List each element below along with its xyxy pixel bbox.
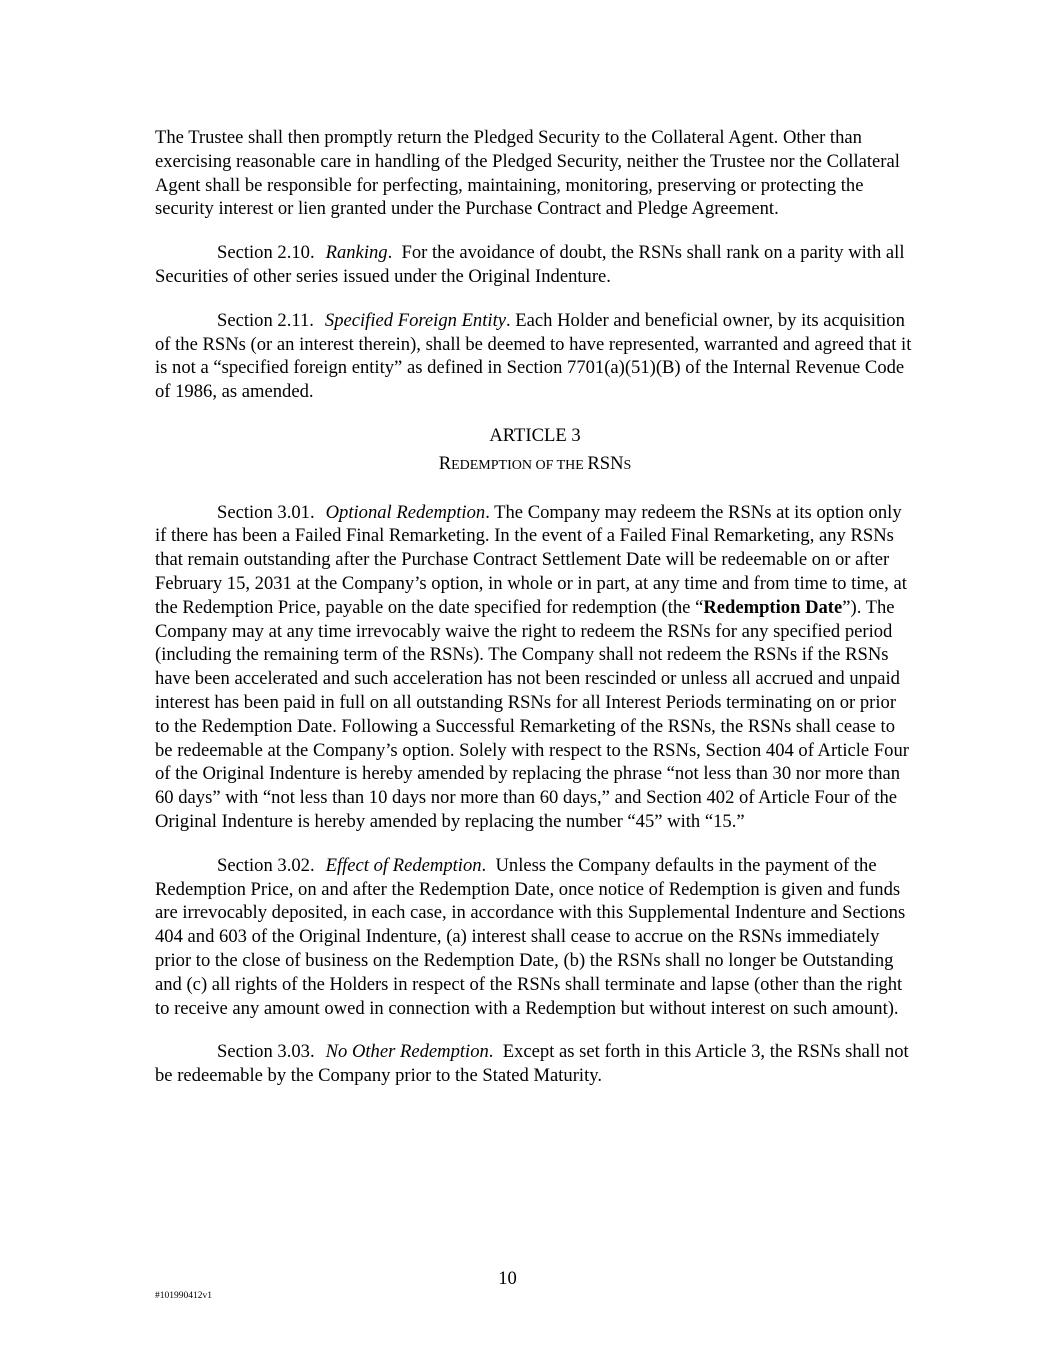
document-body xyxy=(155,126,915,1108)
section-title: Specified Foreign Entity xyxy=(324,309,506,331)
section-title: Ranking xyxy=(325,242,388,264)
subheading-part: R xyxy=(438,452,452,474)
section-text: Unless the Company defaults in the payment of the Redemption Price, on and after the Redemption Date, once notice of Redemption is given and funds are irrevocably deposited, in each case, in accordance with this Supplemental Indenture and Sections 404 and 603 of the Original Indenture, (a) interest shall cease to accrue on the RSNs immediately prior to the close of business on the Redemption Date, (b) the RSNs shall no longer be Outstanding and (c) all rights of the Holders in respect of the RSNs shall terminate and lapse (other than the right to receive any amount owed in connection with a Redemption but without interest on such amount). xyxy=(155,854,906,1019)
subheading-part: RSN xyxy=(587,452,624,474)
section-title: No Other Redemption xyxy=(325,1041,489,1063)
section-2-10: Section 2.10. Ranking. For the avoidance of doubt, the RSNs shall rank on a parity with all Securities of other series issued under the Original Indenture. xyxy=(155,242,905,287)
section-number: Section 3.02. xyxy=(217,854,315,876)
section-2-11: Section 2.11. Specified Foreign Entity. Each Holder and beneficial owner, by its acquisition of the RSNs (or an interest therein), shall be deemed to have represented, warranted and agreed that it is not a “specified foreign entity” as defined in Section 7701(a)(51)(B) of the Internal Revenue Code of 1986, as amended. xyxy=(155,309,912,403)
section-number: Section 2.11. xyxy=(217,309,314,331)
section-text: Except as set forth in this Article 3, the RSNs shall not be redeemable by the Company prior to the Stated Maturity. xyxy=(155,1041,909,1087)
subheading-part: S xyxy=(623,457,632,473)
section-text: The Company may redeem the RSNs at its option only if there has been a Failed Final Remarketing. In the event of a Failed Final Remarketing, any RSNs that remain outstanding after the Purchase Contract Settlement Date will be redeemable on or after February 15, 2031 at the Company’s option, in whole or in part, at any time and from time to time, at the Redemption Price, payable on the date specified for redemption (the “ xyxy=(155,501,907,618)
defined-term: Redemption Date xyxy=(703,596,843,618)
article-heading: ARTICLE 3 xyxy=(489,424,581,446)
section-number: Section 2.10. xyxy=(217,242,315,264)
section-number: Section 3.01. xyxy=(217,501,315,523)
section-text: For the avoidance of doubt, the RSNs shall rank on a parity with all Securities of other series issued under the Original Indenture. xyxy=(155,242,905,287)
section-title: Effect of Redemption xyxy=(325,854,482,876)
page-number: 10 xyxy=(498,1268,517,1289)
section-text: ”). The Company may at any time irrevocably waive the right to redeem the RSNs for any specified period (including the remaining term of the RSNs). The Company shall not redeem the RSNs if the RSNs have been accelerated and such acceleration has not been rescinded or unless all accrued and unpaid interest has been paid in full on all outstanding RSNs for all Interest Periods terminating on or prior to the Redemption Date. Following a Successful Remarketing of the RSNs, the RSNs shall cease to be redeemable at the Company’s option. Solely with respect to the RSNs, Section 404 of Article Four of the Original Indenture is hereby amended by replacing the phrase “not less than 30 nor more than 60 days” with “not less than 10 days nor more than 60 days,” and Section 402 of Article Four of the Original Indenture is hereby amended by replacing the number “45” with “15.” xyxy=(155,596,909,832)
subheading-part: EDEMPTION OF THE xyxy=(451,457,588,473)
section-number: Section 3.03. xyxy=(217,1041,315,1063)
section-3-03: Section 3.03. No Other Redemption. Except as set forth in this Article 3, the RSNs shall not be redeemable by the Company prior to the Stated Maturity. xyxy=(155,1041,909,1087)
section-text: Each Holder and beneficial owner, by its acquisition of the RSNs (or an interest therein), shall be deemed to have represented, warranted and agreed that it is not a “specified foreign entity” as defined in Section 7701(a)(51)(B) of the Internal Revenue Code of 1986, as amended. xyxy=(155,309,912,403)
intro-paragraph: The Trustee shall then promptly return the Pledged Security to the Collateral Agent. Other than exercising reasonable care in handling of the Pledged Security, neither the Trustee nor the Collateral Agent shall be responsible for perfecting, maintaining, monitoring, preserving or protecting the security interest or lien granted under the Purchase Contract and Pledge Agreement. xyxy=(155,127,900,220)
section-title: Optional Redemption xyxy=(325,501,486,523)
section-3-01: Section 3.01. Optional Redemption. The Company may redeem the RSNs at its option only if there has been a Failed Final Remarketing. In the event of a Failed Final Remarketing, any RSNs that remain outstanding after the Purchase Contract Settlement Date will be redeemable on or after February 15, 2031 at the Company’s option, in whole or in part, at any time and from time to time, at the Redemption Price, payable on the date specified for redemption (the “Redemption Date”). The Company may at any time irrevocably waive the right to redeem the RSNs for any specified period (including the remaining term of the RSNs). The Company shall not redeem the RSNs if the RSNs have been accelerated and such acceleration has not been rescinded or unless all accrued and unpaid interest has been paid in full on all outstanding RSNs for all Interest Periods terminating on or prior to the Redemption Date. Following a Successful Remarketing of the RSNs, the RSNs shall cease to be redeemable at the Company’s option. Solely with respect to the RSNs, Section 404 of Article Four of the Original Indenture is hereby amended by replacing the phrase “not less than 30 nor more than 60 days” with “not less than 10 days nor more than 60 days,” and Section 402 of Article Four of the Original Indenture is hereby amended by replacing the number “45” with “15.” xyxy=(155,501,909,832)
document-id: #101990412v1 xyxy=(155,1291,212,1301)
section-3-02: Section 3.02. Effect of Redemption. Unless the Company defaults in the payment of the Redemption Price, on and after the Redemption Date, once notice of Redemption is given and funds are irrevocably deposited, in each case, in accordance with this Supplemental Indenture and Sections 404 and 603 of the Original Indenture, (a) interest shall cease to accrue on the RSNs immediately prior to the close of business on the Redemption Date, (b) the RSNs shall no longer be Outstanding and (c) all rights of the Holders in respect of the RSNs shall terminate and lapse (other than the right to receive any amount owed in connection with a Redemption but without interest on such amount). xyxy=(155,854,906,1019)
article-subheading xyxy=(155,452,915,478)
